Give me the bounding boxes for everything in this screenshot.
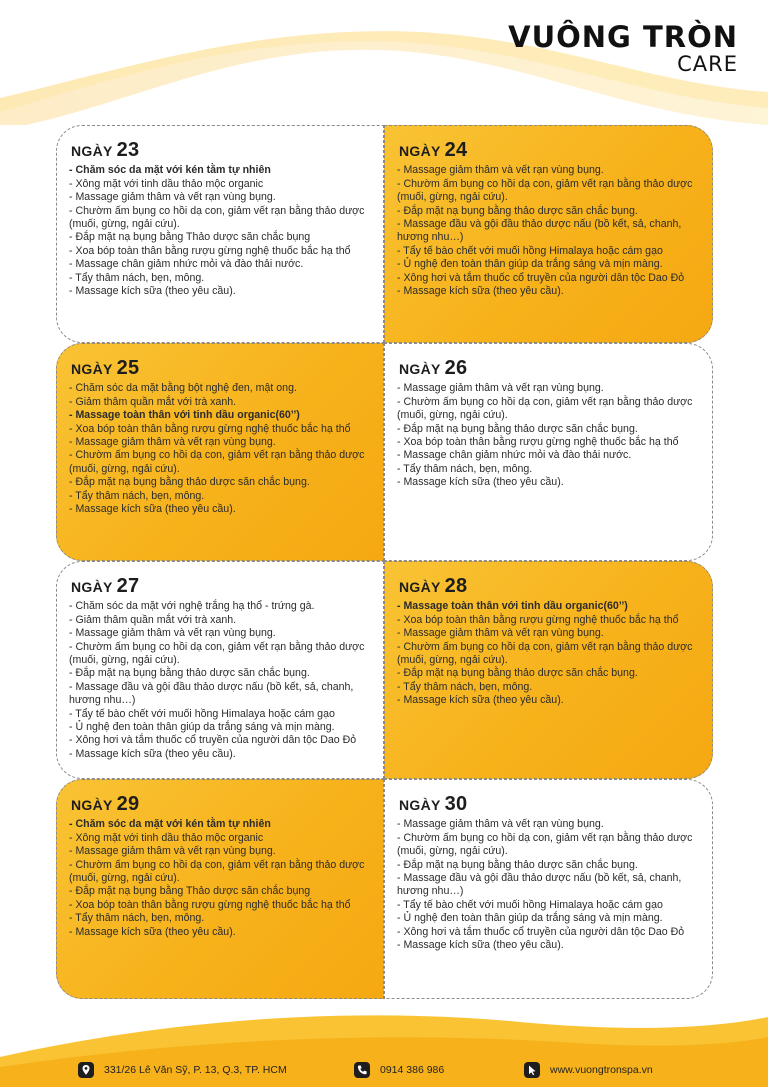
treatment-list (397, 818, 698, 952)
treatment-item: - Massage giảm thâm và vết rạn vùng bụng. (397, 382, 604, 395)
treatment-item: - Đắp mặt nạ bụng bằng Thảo dược săn chắc bụng (69, 885, 311, 898)
treatment-item: - Massage kích sữa (theo yêu cầu). (397, 476, 564, 489)
day-title: NGÀY 25 (71, 357, 140, 379)
day-title: NGÀY 29 (71, 793, 140, 815)
treatment-item: - Massage kích sữa (theo yêu cầu). (397, 285, 564, 298)
treatment-item: - Massage kích sữa (theo yêu cầu). (397, 939, 564, 952)
treatment-item: - Xông hơi và tắm thuốc cổ truyền của người dân tộc Dao Đỏ (397, 925, 685, 938)
treatment-item: - Chườm ấm bụng co hồi dạ con, giảm vết rạn bằng thảo dược (muối, gừng, ngải cứu). (397, 177, 693, 204)
schedule-grid (56, 125, 713, 1000)
treatment-item: - Tẩy thâm nách, bẹn, mông. (69, 271, 205, 284)
treatment-item: - Ủ nghệ đen toàn thân giúp da trắng sáng và mịn màng. (397, 912, 663, 925)
treatment-item: - Xông mặt với tinh dầu thảo mộc organic (69, 831, 264, 844)
treatment-item: - Chườm ấm bụng co hồi dạ con, giảm vết rạn bằng thảo dược (muối, gừng, ngải cứu). (397, 395, 693, 422)
treatment-item: - Massage chân giảm nhức mỏi và đào thải nước. (69, 258, 304, 271)
treatment-item: - Chườm ấm bụng co hồi dạ con, giảm vết rạn bằng thảo dược (muối, gừng, ngải cứu). (69, 204, 365, 231)
treatment-list (69, 164, 369, 298)
treatment-item: - Massage kích sữa (theo yêu cầu). (397, 694, 564, 707)
treatment-item: - Ủ nghệ đen toàn thân giúp da trắng sáng và mịn màng. (69, 721, 335, 734)
footer-website (524, 1059, 653, 1081)
phone-link[interactable]: 0914 386 986 (380, 1064, 445, 1076)
treatment-item: - Giảm thâm quần mắt với trà xanh. (69, 395, 237, 408)
treatment-item: - Đắp mặt nạ bụng bằng thảo dược săn chắc bụng. (397, 204, 638, 217)
treatment-item: - Chăm sóc da mặt với kén tằm tự nhiên (69, 164, 271, 177)
day-title: NGÀY 30 (399, 793, 468, 815)
treatment-item: - Tẩy thâm nách, bẹn, mông. (397, 680, 533, 693)
treatment-item: - Đắp mặt nạ bụng bằng thảo dược săn chắc bụng. (397, 422, 638, 435)
treatment-item: - Tẩy thâm nách, bẹn, mông. (69, 912, 205, 925)
treatment-item: - Massage đầu và gội đầu thảo dược nấu (bồ kết, sả, chanh, hương nhu…) (397, 218, 682, 244)
day-title: NGÀY 27 (71, 575, 140, 597)
day-card (56, 779, 384, 999)
treatment-item: - Chăm sóc da mặt với kén tằm tự nhiên (69, 818, 271, 831)
day-title: NGÀY 26 (399, 357, 468, 379)
brand-logo (508, 22, 738, 75)
treatment-item: - Xoa bóp toàn thân bằng rượu gừng nghệ thuốc bắc hạ thổ (397, 613, 679, 626)
day-title: NGÀY 24 (399, 139, 468, 161)
treatment-item: - Đắp mặt nạ bụng bằng thảo dược săn chắc bụng. (69, 667, 310, 680)
treatment-list (397, 382, 698, 489)
treatment-item: - Massage kích sữa (theo yêu cầu). (69, 747, 236, 760)
treatment-item: - Đắp mặt nạ bụng bằng Thảo dược săn chắc bụng (69, 231, 311, 244)
treatment-item: - Tẩy thâm nách, bẹn, mông. (69, 489, 205, 502)
day-card (384, 343, 713, 561)
treatment-item: - Tẩy tế bào chết với muối hồng Himalaya hoặc cám gạo (397, 244, 663, 257)
treatment-item: - Xoa bóp toàn thân bằng rượu gừng nghệ thuốc bắc hạ thổ (69, 244, 351, 257)
treatment-item: - Massage đầu và gội đầu thảo dược nấu (bồ kết, sả, chanh, hương nhu…) (69, 680, 354, 707)
treatment-item: - Tẩy tế bào chết với muối hồng Himalaya hoặc cám gạo (69, 707, 335, 720)
treatment-item: - Chườm ấm bụng co hồi dạ con, giảm vết rạn bằng thảo dược (muối, gừng, ngải cứu). (69, 858, 365, 885)
treatment-item: - Chườm ấm bụng co hồi dạ con, giảm vết rạn bằng thảo dược (muối, gừng, ngải cứu). (397, 640, 693, 667)
footer (0, 1059, 768, 1081)
treatment-item: - Giảm thâm quần mắt với trà xanh. (69, 613, 237, 626)
day-card (384, 561, 713, 779)
day-card (384, 779, 713, 999)
treatment-item: - Xông hơi và tắm thuốc cổ truyền của người dân tộc Dao Đỏ (69, 734, 357, 747)
treatment-item: - Massage kích sữa (theo yêu cầu). (69, 925, 236, 938)
website-link[interactable]: www.vuongtronspa.vn (550, 1064, 653, 1076)
brand-sub: CARE (677, 52, 738, 76)
treatment-item: - Ủ nghệ đen toàn thân giúp da trắng sáng và mịn màng. (397, 258, 663, 271)
day-title: NGÀY 23 (71, 139, 140, 161)
treatment-item: - Chăm sóc da mặt bằng bột nghệ đen, mật ong. (69, 382, 297, 395)
treatment-item: - Massage toàn thân với tinh dầu organic(60’’) (397, 600, 628, 613)
treatment-item: - Massage chân giảm nhức mỏi và đào thải nước. (397, 449, 632, 462)
day-title: NGÀY 28 (399, 575, 468, 597)
treatment-item: - Massage đầu và gội đầu thảo dược nấu (bồ kết, sả, chanh, hương nhu…) (397, 872, 682, 898)
footer-phone (354, 1059, 444, 1081)
day-card (56, 125, 384, 343)
day-card (56, 561, 384, 779)
address-text: 331/26 Lê Văn Sỹ, P. 13, Q.3, TP. HCM (104, 1064, 287, 1076)
treatment-list (69, 600, 369, 761)
treatment-item: - Massage kích sữa (theo yêu cầu). (69, 285, 236, 298)
cursor-icon (524, 1062, 540, 1078)
treatment-item: - Massage giảm thâm và vết rạn vùng bụng. (69, 845, 276, 858)
treatment-item: - Đắp mặt nạ bụng bằng thảo dược săn chắc bụng. (397, 858, 638, 871)
brand-name: VUÔNG TRÒN (508, 20, 738, 54)
footer-address (78, 1059, 287, 1081)
treatment-item: - Massage toàn thân với tinh dầu organic(60’’) (69, 409, 300, 422)
treatment-item: - Đắp mặt nạ bụng bằng thảo dược săn chắc bụng. (69, 476, 310, 489)
treatment-item: - Đắp mặt nạ bụng bằng thảo dược săn chắc bụng. (397, 667, 638, 680)
treatment-item: - Xông mặt với tinh dầu thảo mộc organic (69, 177, 264, 190)
treatment-item: - Massage giảm thâm và vết rạn vùng bụng. (397, 627, 604, 640)
treatment-item: - Massage giảm thâm và vết rạn vùng bụng. (69, 436, 276, 449)
treatment-list (69, 818, 369, 939)
treatment-item: - Xoa bóp toàn thân bằng rượu gừng nghệ thuốc bắc hạ thổ (397, 436, 679, 449)
treatment-item: - Tẩy thâm nách, bẹn, mông. (397, 462, 533, 475)
treatment-item: - Massage giảm thâm và vết rạn vùng bụng. (69, 627, 276, 640)
map-pin-icon (78, 1062, 94, 1078)
treatment-item: - Xoa bóp toàn thân bằng rượu gừng nghệ thuốc bắc hạ thổ (69, 898, 351, 911)
treatment-item: - Chăm sóc da mặt với nghệ trắng hạ thổ - trứng gà. (69, 600, 315, 613)
treatment-list (397, 164, 698, 298)
treatment-list (397, 600, 698, 707)
treatment-item: - Chườm ấm bụng co hồi dạ con, giảm vết rạn bằng thảo dược (muối, gừng, ngải cứu). (69, 449, 365, 475)
treatment-item: - Massage giảm thâm và vết rạn vùng bụng. (69, 191, 276, 204)
treatment-item: - Xoa bóp toàn thân bằng rượu gừng nghệ thuốc bắc hạ thổ (69, 422, 351, 435)
day-card (384, 125, 713, 343)
phone-icon (354, 1062, 370, 1078)
treatment-item: - Chườm ấm bụng co hồi dạ con, giảm vết rạn bằng thảo dược (muối, gừng, ngải cứu). (69, 640, 365, 667)
treatment-item: - Xông hơi và tắm thuốc cổ truyền của người dân tộc Dao Đỏ (397, 271, 685, 284)
treatment-item: - Massage giảm thâm và vết rạn vùng bụng. (397, 164, 604, 177)
treatment-list (69, 382, 369, 516)
treatment-item: - Chườm ấm bụng co hồi dạ con, giảm vết rạn bằng thảo dược (muối, gừng, ngải cứu). (397, 831, 693, 858)
treatment-item: - Tẩy tế bào chết với muối hồng Himalaya hoặc cám gạo (397, 898, 663, 911)
day-card (56, 343, 384, 561)
treatment-item: - Massage kích sữa (theo yêu cầu). (69, 503, 236, 516)
treatment-item: - Massage giảm thâm và vết rạn vùng bụng. (397, 818, 604, 831)
